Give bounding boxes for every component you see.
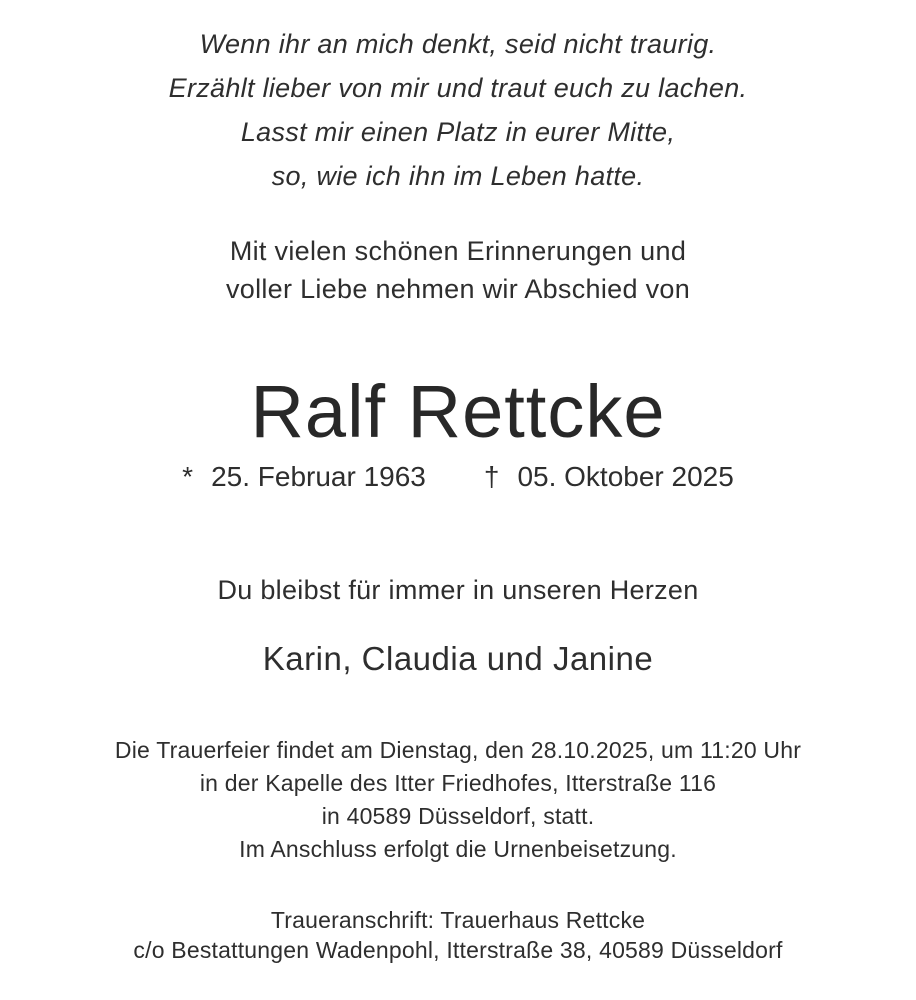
death-cross-symbol: † — [483, 461, 500, 492]
deceased-name: Ralf Rettcke — [250, 370, 666, 453]
address-line-2: c/o Bestattungen Wadenpohl, Itterstraße 38, 40589 Düsseldorf — [133, 937, 783, 963]
address-line-1: Traueranschrift: Trauerhaus Rettcke — [270, 907, 646, 933]
farewell-intro — [0, 232, 916, 308]
poem-line-3: Lasst mir einen Platz in eurer Mitte, — [240, 117, 676, 147]
service-line-3: in 40589 Düsseldorf, statt. — [321, 803, 595, 829]
poem-line-2: Erzählt lieber von mir und traut euch zu lachen. — [168, 73, 748, 103]
birth-date: 25. Februar 1963 — [211, 461, 426, 492]
funeral-service-info — [0, 734, 916, 866]
birth-date-group — [182, 461, 426, 493]
intro-line-2: voller Liebe nehmen wir Abschied von — [225, 274, 691, 304]
memorial-poem — [0, 0, 916, 198]
death-date: 05. Oktober 2025 — [517, 461, 734, 492]
poem-line-1: Wenn ihr an mich denkt, seid nicht traurig. — [199, 29, 717, 59]
service-line-2: in der Kapelle des Itter Friedhofes, Itterstraße 116 — [199, 770, 717, 796]
farewell-line: Du bleibst für immer in unseren Herzen — [217, 575, 699, 605]
death-date-group — [484, 461, 734, 493]
poem-line-4: so, wie ich ihn im Leben hatte. — [271, 161, 645, 191]
birth-star-symbol: * — [182, 461, 194, 492]
service-line-1: Die Trauerfeier findet am Dienstag, den 28.10.2025, um 11:20 Uhr — [114, 737, 802, 763]
service-line-4: Im Anschluss erfolgt die Urnenbeisetzung. — [239, 836, 677, 862]
family-names: Karin, Claudia und Janine — [262, 640, 654, 677]
mourning-address — [0, 905, 916, 965]
life-dates — [0, 461, 916, 493]
intro-line-1: Mit vielen schönen Erinnerungen und — [229, 236, 687, 266]
